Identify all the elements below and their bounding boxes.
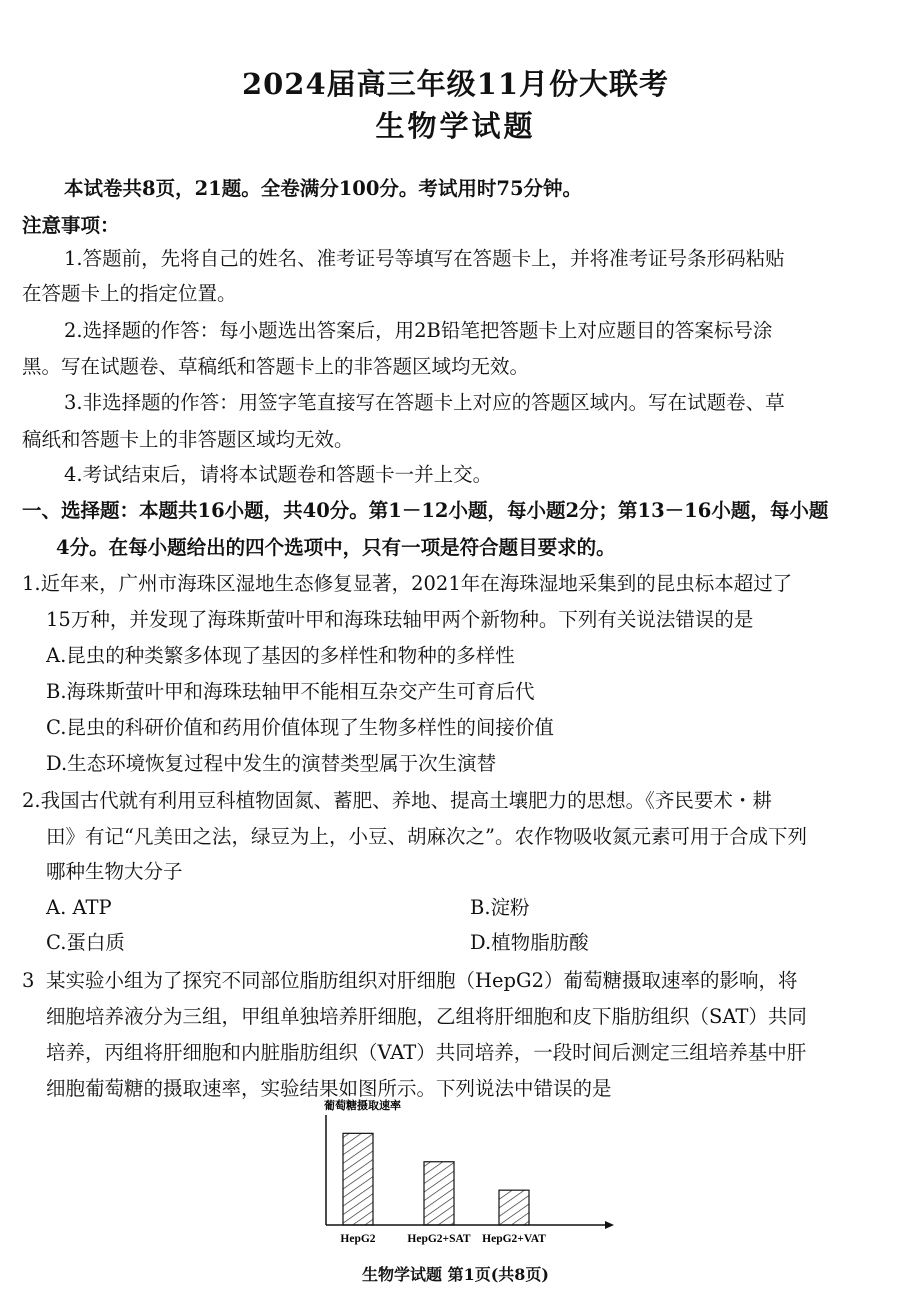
question-2-option-d: D.植物脂肪酸 [470, 931, 589, 954]
question-1-option-c: C.昆虫的科研价值和药用价值体现了生物多样性的间接价值 [46, 716, 554, 739]
question-3-stem-cont: 培养，丙组将肝细胞和内脏脂肪组织（VAT）共同培养，一段时间后测定三组培养基中肝 [46, 1041, 807, 1064]
exam-subtitle: 生物学试题 [375, 109, 536, 143]
exam-title: 2024届高三年级11月份大联考 [241, 67, 670, 101]
question-1-stem: 1.近年来，广州市海珠区湿地生态修复显著，2021年在海珠湿地采集到的昆虫标本超过了 [22, 572, 793, 595]
question-2-stem-cont: 田》有记“凡美田之法，绿豆为上，小豆、胡麻次之”。农作物吸收氮元素可用于合成下列 [46, 825, 807, 848]
section-heading-cont: 4分。在每小题给出的四个选项中，只有一项是符合题目要求的。 [56, 536, 616, 559]
bar-hepg2 [343, 1133, 373, 1225]
question-2-stem-cont: 哪种生物大分子 [46, 860, 183, 883]
question-2-option-c: C.蛋白质 [46, 931, 125, 954]
notice-item: 2.选择题的作答：每小题选出答案后，用2B铅笔把答题卡上对应题目的答案标号涂 [64, 319, 773, 342]
page-footer: 生物学试题 第1页(共8页) [362, 1265, 549, 1284]
section-heading: 一、选择题：本题共16小题，共40分。第1－12小题，每小题2分；第13－16小题，每小题 [22, 499, 829, 522]
question-1-option-a: A.昆虫的种类繁多体现了基因的多样性和物种的多样性 [46, 644, 515, 667]
bar-hepg2-vat [499, 1190, 529, 1225]
x-tick-label: HepG2+VAT [482, 1233, 546, 1245]
question-3-stem: 某实验小组为了探究不同部位脂肪组织对肝细胞（HepG2）葡萄糖摄取速率的影响，将 [46, 969, 798, 992]
question-3-stem-cont: 细胞葡萄糖的摄取速率，实验结果如图所示。下列说法中错误的是 [46, 1077, 612, 1100]
question-3-stem-cont: 细胞培养液分为三组，甲组单独培养肝细胞，乙组将肝细胞和皮下脂肪组织（SAT）共同 [46, 1005, 807, 1028]
question-3-number: 3 [22, 969, 35, 992]
y-axis-label: 葡萄糖摄取速率 [324, 1099, 401, 1112]
notice-item: 3.非选择题的作答：用签字笔直接写在答题卡上对应的答题区域内。写在试题卷、草 [64, 391, 785, 414]
x-axis-arrow [605, 1221, 614, 1229]
notice-heading: 注意事项： [22, 214, 120, 237]
notice-item: 4.考试结束后，请将本试题卷和答题卡一并上交。 [64, 463, 493, 486]
question-1-option-b: B.海珠斯萤叶甲和海珠珐轴甲不能相互杂交产生可育后代 [46, 680, 535, 703]
question-2-stem: 2.我国古代就有利用豆科植物固氮、蓄肥、养地、提高土壤肥力的思想。《齐民要术・耕 [22, 789, 772, 812]
question-1-option-d: D.生态环境恢复过程中发生的演替类型属于次生演替 [46, 752, 497, 775]
notice-item: 在答题卡上的指定位置。 [22, 282, 237, 305]
bar-hepg2-sat [424, 1162, 454, 1225]
x-tick-label: HepG2 [340, 1233, 376, 1245]
question-2-option-a: A. ATP [46, 896, 112, 919]
glucose-uptake-bar-chart [318, 1095, 618, 1260]
notice-item: 稿纸和答题卡上的非答题区域均无效。 [22, 428, 354, 451]
intro-text: 本试卷共8页，21题。全卷满分100分。考试用时75分钟。 [64, 177, 583, 200]
question-2-option-b: B.淀粉 [470, 896, 530, 919]
notice-item: 1.答题前，先将自己的姓名、准考证号等填写在答题卡上，并将准考证号条形码粘贴 [64, 247, 785, 270]
x-tick-label: HepG2+SAT [407, 1233, 471, 1245]
question-1-stem-cont: 15万种，并发现了海珠斯萤叶甲和海珠珐轴甲两个新物种。下列有关说法错误的是 [46, 608, 754, 631]
notice-item: 黑。写在试题卷、草稿纸和答题卡上的非答题区域均无效。 [22, 355, 530, 378]
